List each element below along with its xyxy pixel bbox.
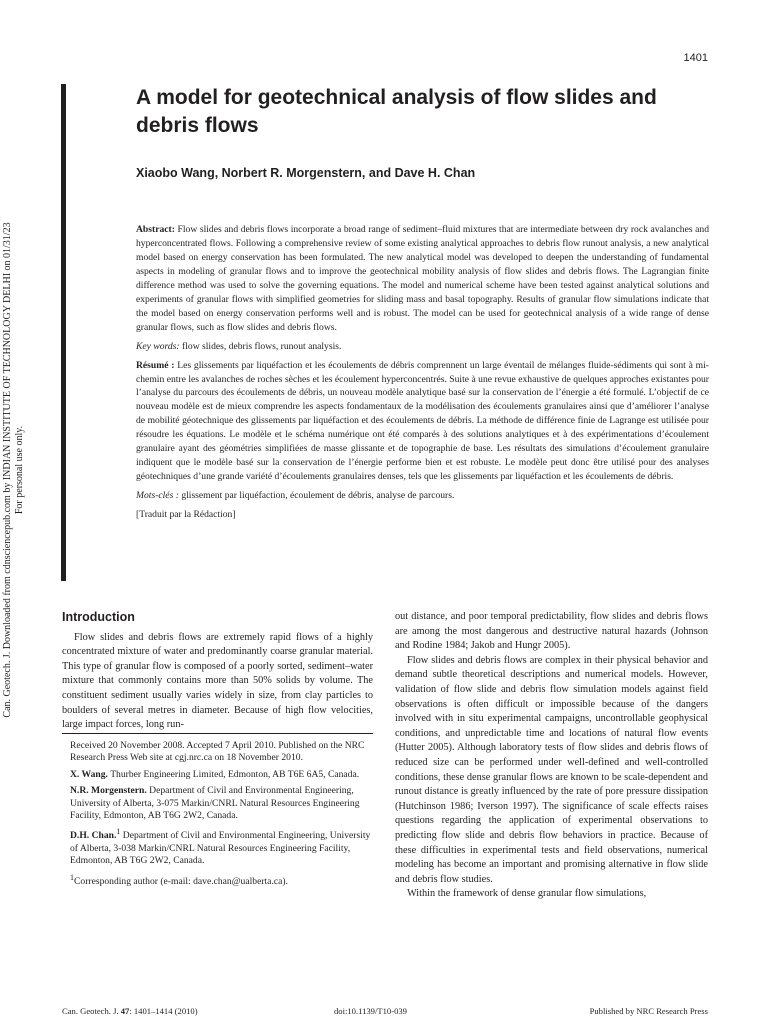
intro-paragraph-1-continued: out distance, and poor temporal predictability, flow slides and debris flows are among the most dangerous and destructive natural hazards (Johnson and Rodine 1984; Jakob and Hungr 2005). — [395, 611, 708, 652]
footnote-box — [62, 733, 373, 892]
wang-name: X. Wang. — [70, 768, 108, 780]
chan-name: D.H. Chan. — [70, 830, 117, 842]
side-note-line-2: For personal use only. — [14, 425, 25, 515]
abstract-paragraph — [136, 223, 709, 335]
footer-publisher: Published by NRC Research Press — [589, 1006, 708, 1016]
resume-text: Les glissements par liquéfaction et les écoulements de débris comprennent un large éventail de mélanges fluide-sédiments qui sont à mi-chemin entre les avalanches de roches sèches et les écoulement hyperconcentrés. Suite à une revue exhaustive de quelques approches existantes pour l’analyse du parcours des écoulements de débris, un nouveau modèle analytique basé sur la conservation de l’énergie a été formulé. L’objectif de ce nouveau modèle est de mieux comprendre les aspects fondamentaux de la modélisation des écoulements granulaires ainsi que d’améliorer l’analyse de mobilité géotechnique des glissements par liquéfaction et des écoulements de débris. La méthode de différence finie de Lagrange est utilisée pour résoudre les équations. Le modèle et le schéma numérique ont été comparés à des solutions analytiques et à des expérimentations d’écoulement granulaire ayant des géométries simplifiées de masse glissante et de topographie de base. Les résultats des simulations d’écoulement granulaire indiquent que le modèle basé sur la conservation de l’énergie performe bien et est robuste. Le modèle peut donc être utilisé pour des analyses géotechniques d’une grande variété d’écoulements granulaires denses, tels que les glissements par liquéfaction et les écoulements de débris. — [136, 359, 709, 483]
affiliation-morgenstern — [62, 785, 373, 822]
footer-doi: doi:10.1139/T10-039 — [334, 1006, 407, 1016]
wang-affiliation: Thurber Engineering Limited, Edmonton, AB T6E 6A5, Canada. — [110, 768, 360, 780]
keywords-label: Key words: — [136, 340, 180, 352]
resume-label: Résumé : — [136, 359, 175, 371]
right-column — [395, 610, 708, 902]
received-note: Received 20 November 2008. Accepted 7 April 2010. Published on the NRC Research Press Web site at cgj.nrc.ca on 18 November 2010. — [70, 740, 365, 764]
footer-journal: Can. Geotech. J. — [62, 1006, 119, 1016]
title-rule-bar — [61, 84, 66, 581]
morgenstern-affiliation: Department of Civil and Environmental Engineering, University of Alberta, 3-075 Markin/CNRL Natural Resources Engineering Facility, Edmonton, AB T6G 2W2, Canada. — [70, 785, 360, 822]
affiliation-chan — [62, 826, 373, 867]
affiliation-wang — [62, 769, 373, 781]
corresponding-author-text: Corresponding author (e-mail: dave.chan@ualberta.ca). — [74, 876, 288, 888]
left-column — [62, 610, 373, 733]
chan-footnote-mark: 1 — [116, 827, 121, 837]
motscles-label: Mots-clés : — [136, 490, 179, 502]
corresponding-author-note — [62, 872, 373, 889]
morgenstern-name: N.R. Morgenstern. — [70, 785, 147, 797]
footer-pages: : 1401–1414 (2010) — [129, 1006, 198, 1016]
footer-citation — [62, 1006, 198, 1016]
abstract-block — [136, 223, 709, 527]
footer-volume: 47 — [120, 1006, 130, 1016]
download-side-note — [2, 190, 25, 750]
author-list: Xiaobo Wang, Norbert R. Morgenstern, and Dave H. Chan — [136, 166, 476, 180]
corresponding-footnote-mark: 1 — [70, 872, 74, 882]
page-number: 1401 — [683, 52, 708, 64]
abstract-text: Flow slides and debris flows incorporate a broad range of sediment–fluid mixtures that are intermediate between dry rock avalanches and hyperconcentrated flows. Following a comprehensive review of some existing analytical approaches to debris flow runout analysis, a new analytical model based on energy conservation has been formulated. The new analytical model was developed to deepen the understanding of fundamental aspects in modeling of granular flows and to improve the geotechnical mobility analysis of flow slides and debris flows. The Lagrangian finite difference method was used to solve the governing equations. The model and numerical scheme have been tested against analytical solutions and experiments of granular flows with simplified geometries for sliding mass and basal topography. Results of granular flow simulations indicate that the model based on energy conservation performs well and is robust. The model can be used for geotechnical analysis of a wide range of dense granular flows, such as flow slides and debris flows. — [136, 224, 710, 333]
keywords-text: flow slides, debris flows, runout analysis. — [182, 340, 342, 352]
article-title: A model for geotechnical analysis of flow slides and debris flows — [136, 86, 657, 137]
intro-paragraph-2: Flow slides and debris flows are complex in their physical behavior and demand subtle theoretical descriptions and numerical models. However, validation of flow slide and debris flow simulation models against field observations is often difficult or impossible because of the dangers involved with in situ experimental campaigns, uncontrollable geophysical conditions, and unpredictable time and locations of natural flow events (Hutter 2005). Although laboratory tests of flow slides and debris flows of reduced size can be performed under well-defined and well-controlled conditions, these dense granular flows are known to be scale-dependent and runout distance is greatly influenced by the rate of pore pressure dissipation (Hutchinson 1986; Iverson 1997). The significance of scale effects raises questions regarding the application of experimental observations to predicting flow slide and debris flow behaviors in practice. Because of these difficulties in experimental tests and field observations, numerical modeling has become an important and promising alternative in flow slide and debris flow studies. — [395, 654, 708, 885]
motscles-text: glissement par liquéfaction, écoulement de débris, analyse de parcours. — [181, 490, 455, 502]
chan-affiliation: Department of Civil and Environmental Engineering, University of Alberta, 3-038 Markin/CNRL Natural Resources Engineering Facility, Edmonton, AB T6G 2W2, Canada. — [70, 830, 371, 867]
abstract-label: Abstract: — [136, 224, 175, 235]
translation-note: [Traduit par la Rédaction] — [136, 509, 236, 521]
resume-paragraph — [136, 359, 709, 485]
motscles-paragraph — [136, 489, 709, 503]
keywords-paragraph — [136, 340, 709, 354]
intro-paragraph-1: Flow slides and debris flows are extremely rapid flows of a highly concentrated mixture of water and predominantly coarse granular material. This type of granular flow is composed of a poorly sorted, sediment–water mixture that commonly contains more than 50% solids by volume. The constituent sediment usually varies widely in size, from clay particles to boulders of several metres in diameter. Because of high flow velocities, large impact forces, long run- — [62, 631, 373, 731]
intro-paragraph-3: Within the framework of dense granular flow simulations, — [407, 888, 647, 900]
introduction-heading: Introduction — [62, 610, 135, 624]
side-note-line-1: Can. Geotech. J. Downloaded from cdnsciencepub.com by INDIAN INSTITUTE OF TECHNOLOGY DELHI on 01/31/23 — [2, 222, 13, 718]
